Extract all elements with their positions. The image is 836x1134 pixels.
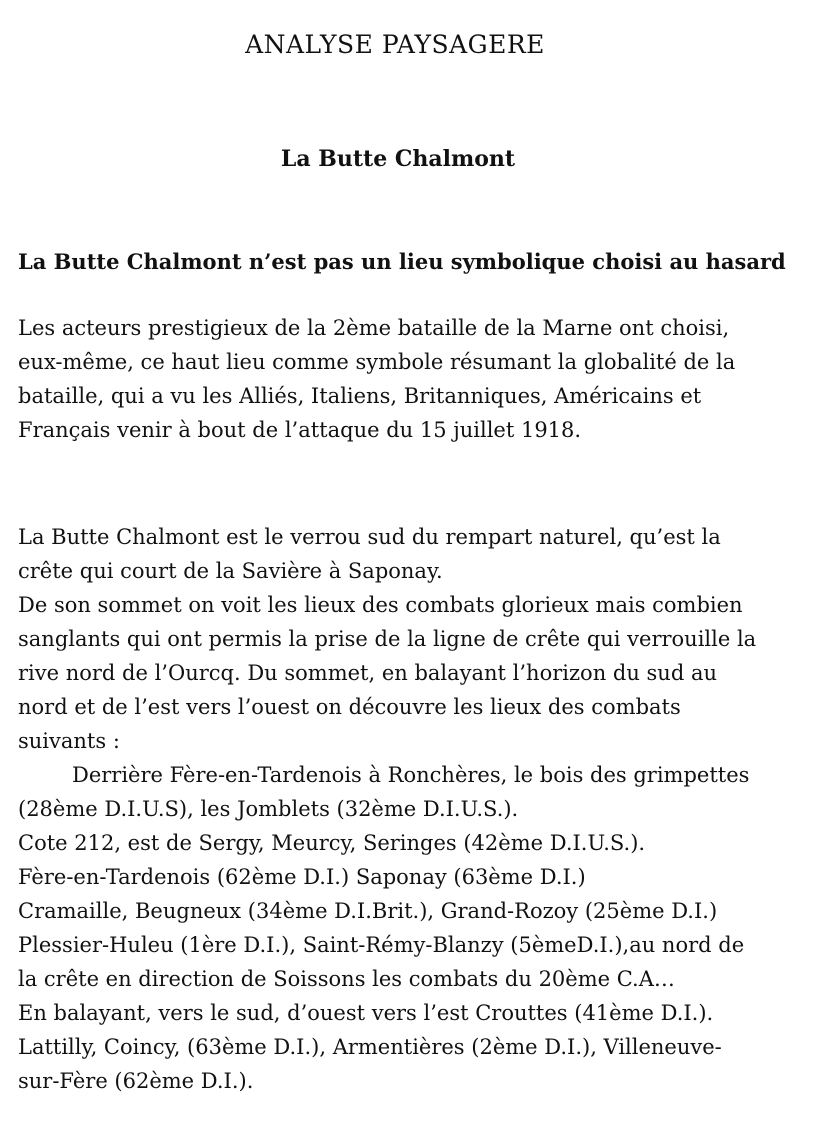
text-line: Français venir à bout de l’attaque du 15 juillet 1918. [18,418,582,442]
section-heading: La Butte Chalmont n’est pas un lieu symbolique choisi au hasard [18,249,786,274]
paragraph-intro [18,311,818,447]
text-line: Les acteurs prestigieux de la 2ème bataille de la Marne ont choisi, [18,316,730,340]
text-line: Fère-en-Tardenois (62ème D.I.) Saponay (63ème D.I.) [18,865,586,889]
text-line: En balayant, vers le sud, d’ouest vers l’est Crouttes (41ème D.I.). [18,1001,714,1025]
text-line: rive nord de l’Ourcq. Du sommet, en balayant l’horizon du sud au [18,661,717,685]
document-title: ANALYSE PAYSAGERE [245,30,545,59]
text-line: eux-même, ce haut lieu comme symbole résumant la globalité de la [18,350,736,374]
text-line: sur-Fère (62ème D.I.). [18,1069,254,1093]
text-line: nord et de l’est vers l’ouest on découvre les lieux des combats [18,695,681,719]
document-subtitle: La Butte Chalmont [280,146,516,172]
text-line: Cramaille, Beugneux (34ème D.I.Brit.), Grand-Rozoy (25ème D.I.) [18,899,718,923]
text-line-indented: Derrière Fère-en-Tardenois à Ronchères, le bois des grimpettes [72,763,750,787]
text-line: suivants : [18,729,120,753]
text-line: crête qui court de la Savière à Saponay. [18,559,443,583]
text-line: Lattilly, Coincy, (63ème D.I.), Armentières (2ème D.I.), Villeneuve- [18,1035,722,1059]
text-line: La Butte Chalmont est le verrou sud du rempart naturel, qu’est la [18,525,721,549]
text-line: (28ème D.I.U.S), les Jomblets (32ème D.I.U.S.). [18,797,519,821]
paragraph-combats [18,520,818,1098]
text-line: sanglants qui ont permis la prise de la ligne de crête qui verrouille la [18,627,757,651]
text-line: bataille, qui a vu les Alliés, Italiens, Britanniques, Américains et [18,384,702,408]
text-line: la crête en direction de Soissons les combats du 20ème C.A… [18,967,675,991]
text-line: Plessier-Huleu (1ère D.I.), Saint-Rémy-Blanzy (5èmeD.I.),au nord de [18,933,745,957]
text-line: Cote 212, est de Sergy, Meurcy, Seringes (42ème D.I.U.S.). [18,831,646,855]
text-line: De son sommet on voit les lieux des combats glorieux mais combien [18,593,743,617]
